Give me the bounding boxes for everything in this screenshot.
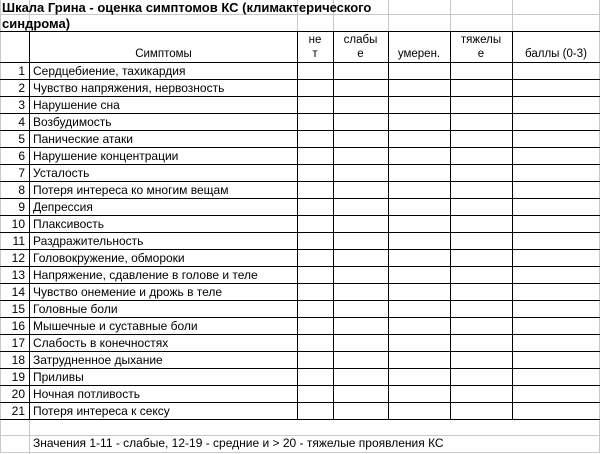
cell-none[interactable] (298, 114, 333, 130)
cell-moderate[interactable] (389, 233, 450, 249)
row-symptom: Раздражительность (33, 234, 144, 248)
cell-mild[interactable] (334, 386, 388, 402)
cell-none[interactable] (298, 182, 333, 198)
cell-mild[interactable] (334, 284, 388, 300)
cell-score[interactable] (513, 352, 599, 368)
cell-moderate[interactable] (389, 267, 450, 283)
row-number: 4 (18, 115, 25, 129)
cell-score[interactable] (513, 80, 599, 96)
cell-mild[interactable] (334, 318, 388, 334)
cell-score[interactable] (513, 301, 599, 317)
cell-none[interactable] (298, 301, 333, 317)
cell-severe[interactable] (451, 114, 512, 130)
cell-mild[interactable] (334, 63, 388, 79)
cell-moderate[interactable] (389, 97, 450, 113)
cell-moderate[interactable] (389, 301, 450, 317)
cell-moderate[interactable] (389, 165, 450, 181)
row-number: 20 (11, 387, 25, 401)
cell-mild[interactable] (334, 199, 388, 215)
grid-column-line (450, 0, 451, 31)
cell-score[interactable] (513, 216, 599, 232)
cell-none[interactable] (298, 165, 333, 181)
cell-score[interactable] (513, 403, 599, 419)
row-number: 6 (18, 149, 25, 163)
header-moderate: умерен. (397, 48, 441, 60)
cell-severe[interactable] (451, 250, 512, 266)
row-number: 9 (18, 200, 25, 214)
grid-column-line (29, 31, 30, 420)
row-number: 14 (11, 285, 25, 299)
cell-none[interactable] (298, 403, 333, 419)
cell-moderate[interactable] (389, 182, 450, 198)
row-number: 5 (18, 132, 25, 146)
cell-severe[interactable] (451, 335, 512, 351)
cell-moderate[interactable] (389, 199, 450, 215)
cell-severe[interactable] (451, 165, 512, 181)
cell-moderate[interactable] (389, 403, 450, 419)
cell-severe[interactable] (451, 267, 512, 283)
cell-mild[interactable] (334, 114, 388, 130)
row-symptom: Потеря интереса ко многим вещам (33, 183, 229, 197)
row-symptom: Плаксивость (33, 217, 105, 231)
cell-mild[interactable] (334, 97, 388, 113)
cell-mild[interactable] (334, 369, 388, 385)
cell-score[interactable] (513, 250, 599, 266)
header-mild-line2: е (357, 48, 364, 60)
cell-moderate[interactable] (389, 352, 450, 368)
cell-mild[interactable] (334, 233, 388, 249)
cell-score[interactable] (513, 148, 599, 164)
cell-score[interactable] (513, 182, 599, 198)
cell-none[interactable] (298, 369, 333, 385)
cell-severe[interactable] (451, 301, 512, 317)
cell-severe[interactable] (451, 63, 512, 79)
header-severe-line1: тяжелы (460, 34, 502, 46)
cell-severe[interactable] (451, 131, 512, 147)
cell-severe[interactable] (451, 403, 512, 419)
cell-mild[interactable] (334, 403, 388, 419)
cell-moderate[interactable] (389, 216, 450, 232)
row-symptom: Потеря интереса к сексу (33, 404, 170, 418)
cell-score[interactable] (513, 63, 599, 79)
row-number: 3 (18, 98, 25, 112)
cell-severe[interactable] (451, 233, 512, 249)
cell-mild[interactable] (334, 216, 388, 232)
cell-mild[interactable] (334, 148, 388, 164)
cell-severe[interactable] (451, 386, 512, 402)
cell-severe[interactable] (451, 80, 512, 96)
cell-score[interactable] (513, 165, 599, 181)
cell-score[interactable] (513, 233, 599, 249)
cell-severe[interactable] (451, 284, 512, 300)
cell-none[interactable] (298, 284, 333, 300)
footer-note: Значения 1-11 - слабые, 12-19 - средние и > 20 - тяжелые проявления КС (33, 436, 444, 450)
header-score: баллы (0-3) (525, 48, 587, 60)
row-number: 11 (12, 234, 25, 248)
row-symptom: Панические атаки (33, 132, 133, 146)
cell-mild[interactable] (334, 267, 388, 283)
cell-moderate[interactable] (389, 250, 450, 266)
header-none-line2: т (312, 48, 318, 60)
row-number: 15 (11, 302, 25, 316)
row-number: 21 (11, 404, 25, 418)
grid-column-line (512, 0, 513, 31)
row-symptom: Приливы (33, 370, 84, 384)
row-symptom: Возбудимость (33, 115, 112, 129)
row-symptom: Головные боли (33, 302, 118, 316)
row-symptom: Ночная потливость (33, 387, 140, 401)
cell-moderate[interactable] (389, 131, 450, 147)
cell-moderate[interactable] (389, 80, 450, 96)
cell-severe[interactable] (451, 97, 512, 113)
header-severe-line2: е (477, 48, 485, 60)
cell-none[interactable] (298, 216, 333, 232)
row-symptom: Мышечные и суставные боли (33, 319, 198, 333)
cell-score[interactable] (513, 284, 599, 300)
cell-severe[interactable] (451, 148, 512, 164)
cell-none[interactable] (298, 267, 333, 283)
row-symptom: Чувство онемение и дрожь в теле (33, 285, 223, 299)
row-number: 8 (18, 183, 25, 197)
row-number: 7 (18, 166, 25, 180)
cell-none[interactable] (298, 199, 333, 215)
row-number: 16 (11, 319, 25, 333)
row-number: 12 (11, 251, 25, 265)
cell-severe[interactable] (451, 369, 512, 385)
cell-mild[interactable] (334, 335, 388, 351)
grid-column-line (29, 420, 30, 454)
cell-moderate[interactable] (389, 318, 450, 334)
header-symptoms: Симптомы (135, 48, 192, 60)
cell-none[interactable] (298, 335, 333, 351)
row-symptom: Сердцебиение, тахикардия (33, 64, 186, 78)
cell-severe[interactable] (451, 352, 512, 368)
cell-none[interactable] (298, 131, 333, 147)
grid-row-line (0, 419, 600, 420)
row-number: 17 (11, 336, 25, 350)
cell-score[interactable] (513, 97, 599, 113)
row-symptom: Напряжение, сдавление в голове и теле (33, 268, 258, 282)
cell-severe[interactable] (451, 216, 512, 232)
row-symptom: Нарушение концентрации (33, 149, 179, 163)
row-symptom: Усталость (33, 166, 90, 180)
cell-moderate[interactable] (389, 335, 450, 351)
cell-moderate[interactable] (389, 369, 450, 385)
row-symptom: Головокружение, обмороки (33, 251, 185, 265)
cell-mild[interactable] (334, 352, 388, 368)
cell-moderate[interactable] (389, 284, 450, 300)
header-mild-line1: слабы (343, 34, 378, 46)
cell-score[interactable] (513, 369, 599, 385)
cell-none[interactable] (298, 233, 333, 249)
cell-score[interactable] (513, 318, 599, 334)
cell-moderate[interactable] (389, 63, 450, 79)
cell-mild[interactable] (334, 250, 388, 266)
cell-severe[interactable] (451, 199, 512, 215)
cell-severe[interactable] (451, 318, 512, 334)
cell-moderate[interactable] (389, 386, 450, 402)
cell-moderate[interactable] (389, 148, 450, 164)
cell-none[interactable] (298, 318, 333, 334)
cell-none[interactable] (298, 148, 333, 164)
row-symptom: Затрудненное дыхание (33, 353, 163, 367)
cell-mild[interactable] (334, 301, 388, 317)
cell-mild[interactable] (334, 80, 388, 96)
cell-score[interactable] (513, 335, 599, 351)
cell-none[interactable] (298, 352, 333, 368)
cell-none[interactable] (298, 250, 333, 266)
row-number: 10 (11, 217, 25, 231)
cell-none[interactable] (298, 97, 333, 113)
row-number: 2 (18, 81, 25, 95)
sheet-title: Шкала Грина - оценка симптомов КС (климактерического синдрома) (2, 0, 372, 31)
cell-score[interactable] (513, 267, 599, 283)
cell-score[interactable] (513, 131, 599, 147)
cell-mild[interactable] (334, 165, 388, 181)
cell-none[interactable] (298, 80, 333, 96)
row-number: 18 (11, 353, 25, 367)
row-number: 19 (11, 370, 25, 384)
row-symptom: Депрессия (33, 200, 93, 214)
cell-none[interactable] (298, 63, 333, 79)
cell-moderate[interactable] (389, 114, 450, 130)
cell-mild[interactable] (334, 182, 388, 198)
cell-score[interactable] (513, 386, 599, 402)
cell-score[interactable] (513, 199, 599, 215)
cell-score[interactable] (513, 114, 599, 130)
row-number: 1 (18, 64, 25, 78)
cell-severe[interactable] (451, 182, 512, 198)
cell-mild[interactable] (334, 131, 388, 147)
row-symptom: Чувство напряжения, нервозность (33, 81, 225, 95)
row-symptom: Слабость в конечностях (33, 336, 169, 350)
cell-none[interactable] (298, 386, 333, 402)
header-none-line1: не (308, 34, 322, 46)
row-number: 13 (11, 268, 25, 282)
row-symptom: Нарушение сна (33, 98, 120, 112)
